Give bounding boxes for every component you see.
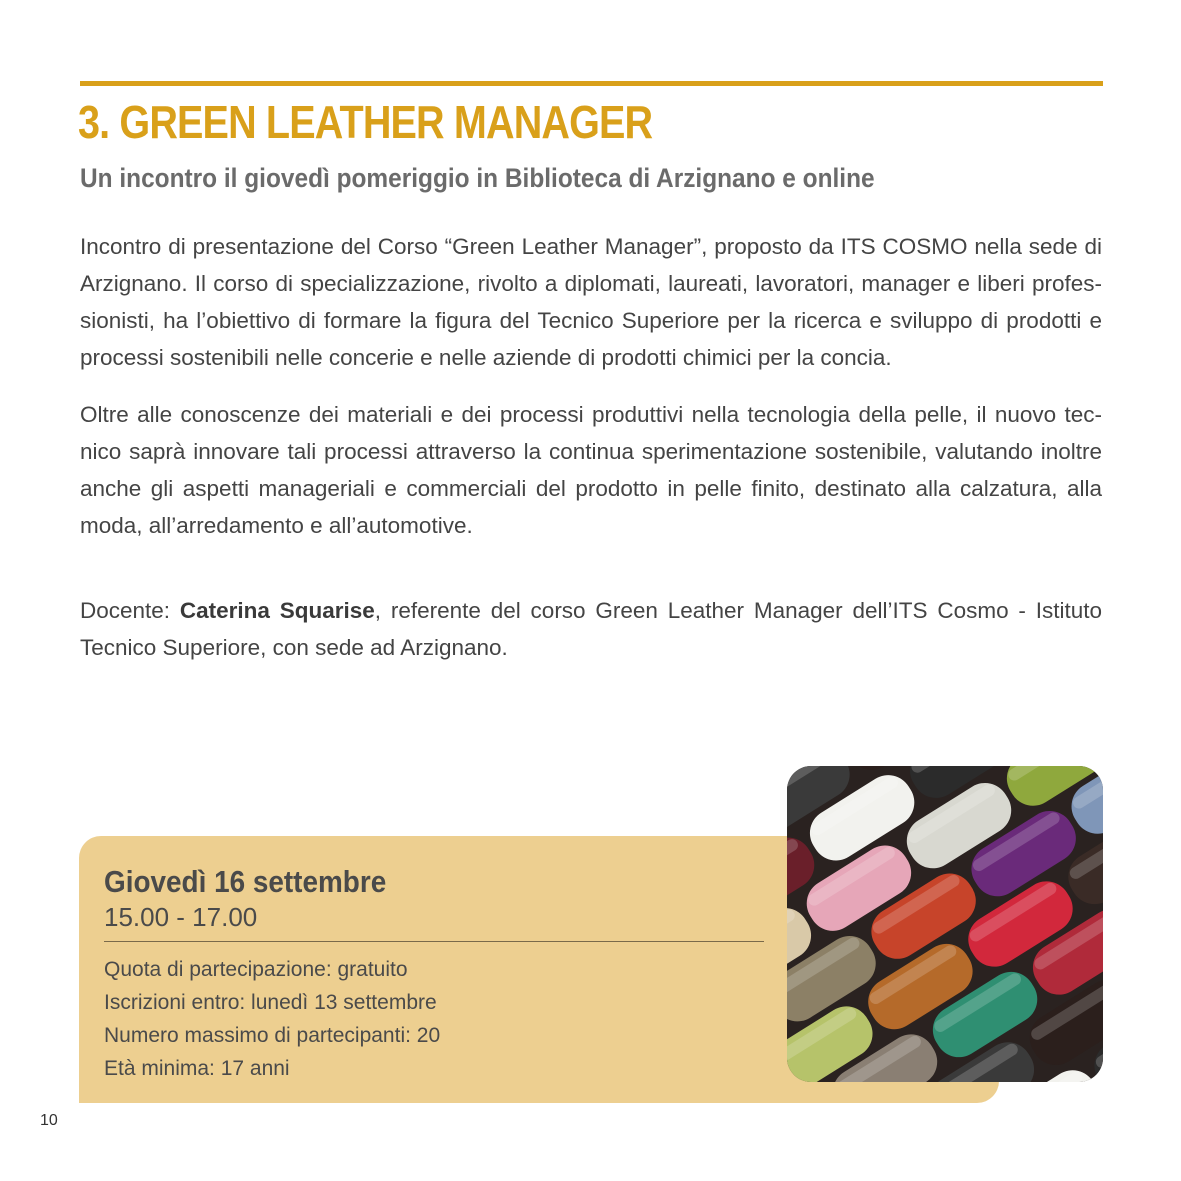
description-paragraph: Oltre alle conoscenze dei materiali e dei processi produttivi nella tecnologia della pelle, il nuovo tecnico saprà innovare tali processi attraverso la continua sperimentazione sostenibile, valutando inoltre anche gli aspetti manageriali e commerciali del prodotto in pelle finito, destinato alla calzatura, alla moda, all’arredamento e all’automotive. [80,402,1102,538]
teacher-label: Docente: [80,598,171,623]
detail-fee: Quota di partecipazione: gratuito [104,958,408,981]
info-divider [104,941,764,942]
event-details [104,953,440,1085]
title-rule [80,81,1103,86]
event-time: 15.00 - 17.00 [104,902,258,932]
teacher-description: , referente del corso Green Leather Manager dell’ITS Cosmo - Istituto Tecnico Superiore, con sede ad Arzignano. [80,598,1102,660]
leather-samples-image [787,766,1103,1082]
detail-deadline: Iscrizioni entro: lunedì 13 settembre [104,991,437,1014]
page-title: 3. GREEN LEATHER MANAGER [78,96,653,148]
intro-paragraph: Incontro di presentazione del Corso “Green Leather Manager”, proposto da ITS COSMO nella sede di Arzignano. Il corso di specializzazione, rivolto a diplomati, laureati, lavoratori, manager e liberi professionisti, ha l’obiettivo di formare la figura del Tecnico Superiore per la ricerca e sviluppo di prodotti e processi sostenibili nelle concerie e nelle aziende di prodotti chimici per la concia. [80,234,1102,370]
teacher-name: Caterina Squarise [179,598,375,623]
event-date: Giovedì 16 settembre [104,864,387,899]
page-number: 10 [40,1112,58,1129]
teacher-paragraph [80,592,1102,666]
detail-min-age: Età minima: 17 anni [104,1057,290,1080]
detail-max-participants: Numero massimo di partecipanti: 20 [104,1024,441,1047]
page-subtitle: Un incontro il giovedì pomeriggio in Biblioteca di Arzignano e online [80,163,875,193]
leather-samples-photo [787,766,1103,1082]
